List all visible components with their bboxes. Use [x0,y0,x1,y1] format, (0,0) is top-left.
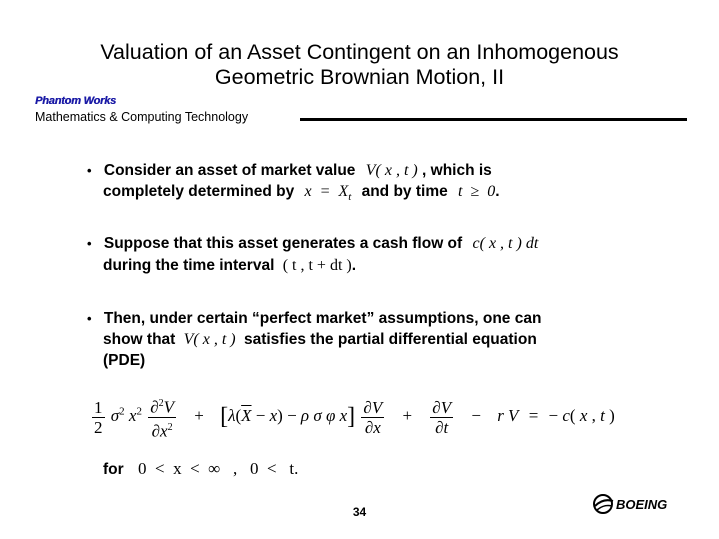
bullet-2-text-a: Suppose that this asset generates a cash flow of [103,235,463,252]
eq-half: $\frac{1}{2}$ [94,397,103,437]
bullet-3-text-b: show that [103,331,176,348]
boeing-logo-icon [592,492,692,516]
bullet-1-text-d: and by time [361,183,448,200]
boeing-logo-text: BOEING [616,497,668,512]
header-rule [300,118,687,121]
bullet-1-math-v: V( x , t ) [365,162,418,179]
title-line-2: Geometric Brownian Motion, II [214,65,505,89]
bullet-3-line-2 [103,329,537,351]
slide-title [0,40,719,90]
bullet-1-text-c: completely determined by [103,183,295,200]
domain-math-text: 0 < x < ∞ , 0 < t [137,459,295,478]
bullet-1-text-b: , which is [422,162,492,179]
bullet-2 [87,233,538,255]
domain-math-period: . [294,459,299,478]
eq-time-derivative: $\frac{\partial V}{\partial t}$ [432,397,452,437]
bullet-2-text-c: during the time interval [103,257,275,274]
bullet-dot: • [87,163,92,178]
bullet-1-text-a: Consider an asset of market value [103,162,356,179]
for-label: for [103,461,124,478]
domain-line [103,458,298,481]
bullet-1-period: . [495,183,500,200]
bullet-3-line-3: (PDE) [103,352,146,369]
pde-equation: $\frac{1}{2}$ $\sigma^2$ $x^2$ $\frac{\partial^2V}{\partial x^2}$ + [$\lambda(\overline{X} - x) - \rho$ σ φ x] $\frac{\partial V}{\partial x}$ + $\frac{\partial V}{\partial t}$ − r V = − c( x , t ) [90,394,615,440]
bullet-3-text-c: satisfies the partial differential equation [243,331,537,348]
bullet-1-math-t: t ≥ 0 [458,183,496,200]
bullet-dot: • [87,311,92,326]
bullet-3-text-a: Then, under certain “perfect market” assumptions, one can [103,310,542,327]
department-logo-text: Phantom Works [35,95,116,107]
bullet-2-period: . [351,257,357,274]
eq-first-derivative-x: $\frac{\partial V}{\partial x}$ [363,397,383,437]
bullet-1-math-x-sub: t [348,191,352,204]
department-subtitle: Mathematics & Computing Technology [35,110,249,124]
bullet-1-math-x [304,183,352,204]
domain-math [138,459,298,478]
bullet-1-line-2 [103,181,500,208]
bullet-3-math-v: V( x , t ) [183,331,236,348]
bullet-2-line-2 [103,255,356,277]
bullet-2-math-c: c( x , t ) dt [472,235,539,252]
bullet-2-math-interval: ( t , t + dt ) [282,257,352,274]
page-number: 34 [352,505,367,519]
bullet-1-math-x-body: x = X [304,183,349,200]
title-line-1: Valuation of an Asset Contingent on an Inhomogenous [100,40,619,64]
bullet-3 [87,308,541,330]
boeing-logo [592,492,692,521]
bullet-1 [87,160,492,182]
bullet-dot: • [87,236,92,251]
eq-second-derivative: $\frac{\partial^2V}{\partial x^2}$ [148,394,176,440]
